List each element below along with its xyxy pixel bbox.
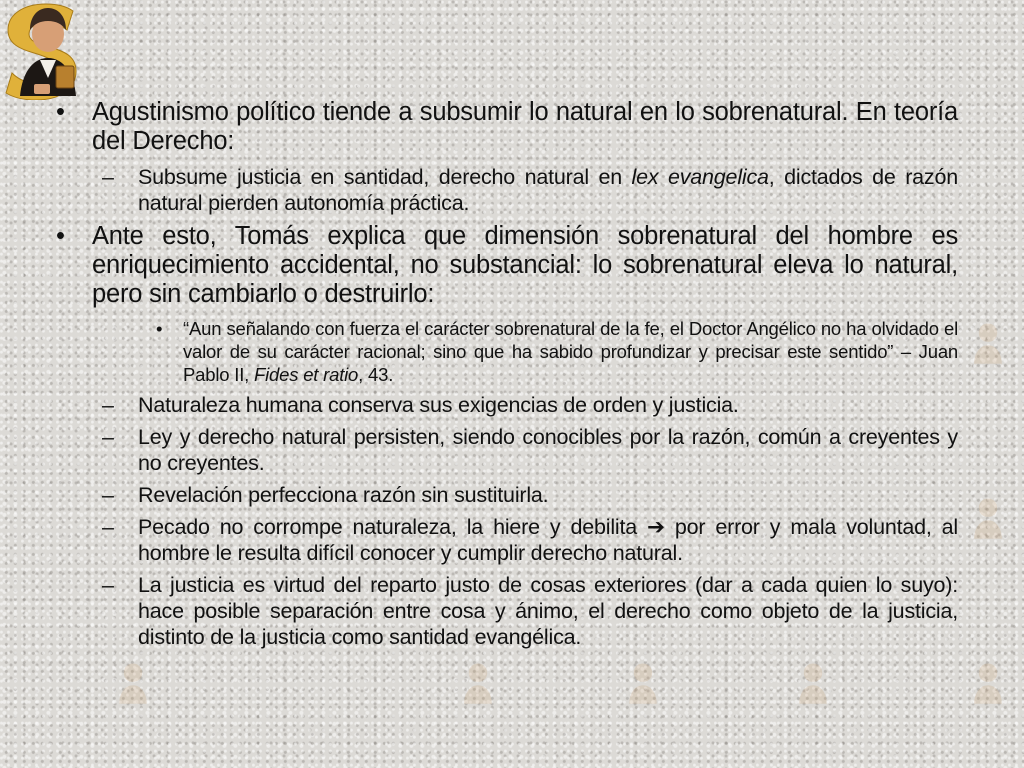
bullet-text: Ante esto, Tomás explica que dimensión sobrenatural del hombre es enriquecimiento accidental, no substancial: lo sobrenatural eleva lo natural, pero sin cambiarlo o destruirlo: — [92, 222, 958, 308]
monk-watermark-icon — [965, 495, 1011, 541]
dash-icon: – — [102, 165, 114, 189]
italic-title: Fides et ratio — [254, 364, 359, 385]
bullet-icon: • — [56, 222, 65, 250]
dash-text — [138, 515, 958, 565]
bullet-icon: • — [56, 98, 65, 126]
dash-icon: – — [102, 483, 114, 507]
dash-icon: – — [102, 393, 114, 417]
italic-term: lex evangelica — [631, 165, 769, 189]
dash-icon: – — [102, 515, 114, 539]
bullet-text: Agustinismo político tiende a subsumir lo natural en lo sobrenatural. En teoría del Derecho: — [92, 98, 958, 155]
dash-icon: – — [102, 573, 114, 597]
dash-item — [52, 392, 958, 418]
dash-text — [138, 165, 958, 215]
dash-item — [52, 164, 958, 216]
dash-text: Revelación perfecciona razón sin sustituirla. — [138, 483, 549, 507]
bullet-item — [52, 222, 958, 309]
text-run: Subsume justicia en santidad, derecho natural en — [138, 165, 632, 189]
text-run: Pecado no corrompe naturaleza, la hiere y debilita — [138, 515, 648, 539]
dash-item — [52, 514, 958, 566]
saint-thomas-logo — [0, 0, 92, 100]
dash-icon: – — [102, 425, 114, 449]
monk-watermark-icon — [965, 660, 1011, 706]
dash-text: Naturaleza humana conserva sus exigencias de orden y justicia. — [138, 393, 739, 417]
quote-text — [183, 318, 958, 385]
dash-item — [52, 424, 958, 476]
dash-text: Ley y derecho natural persisten, siendo conocibles por la razón, común a creyentes y no creyentes. — [138, 425, 958, 475]
bullet-item — [52, 98, 958, 156]
monk-watermark-icon — [455, 660, 501, 706]
text-run: “Aun señalando con fuerza el carácter sobrenatural de la fe, el Doctor Angélico no ha olvidado el valor de su carácter racional; sino que ha sabido profundizar y precisar este sentido” – Juan Pablo II, — [183, 318, 958, 385]
arrow-right-icon: ➔ — [647, 515, 665, 539]
monk-watermark-icon — [620, 660, 666, 706]
text-run: por error y mala voluntad, al hombre le resulta difícil conocer y cumplir derecho natural. — [138, 515, 959, 565]
dash-item — [52, 482, 958, 508]
monk-watermark-icon — [965, 320, 1011, 366]
quote-item — [52, 317, 958, 386]
sub-bullet-icon: • — [156, 318, 163, 339]
monk-watermark-icon — [110, 660, 156, 706]
dash-item — [52, 572, 958, 650]
text-run: , 43. — [358, 364, 394, 385]
monk-watermark-icon — [790, 660, 836, 706]
dash-text: La justicia es virtud del reparto justo de cosas exteriores (dar a cada quien lo suyo): hace posible separación entre cosa y ánimo, el derecho como objeto de la justicia, distinto de la justicia como santidad evangélica. — [138, 573, 958, 649]
slide-body — [52, 98, 958, 656]
text-run: , dictados de razón natural pierden autonomía práctica. — [138, 165, 958, 215]
